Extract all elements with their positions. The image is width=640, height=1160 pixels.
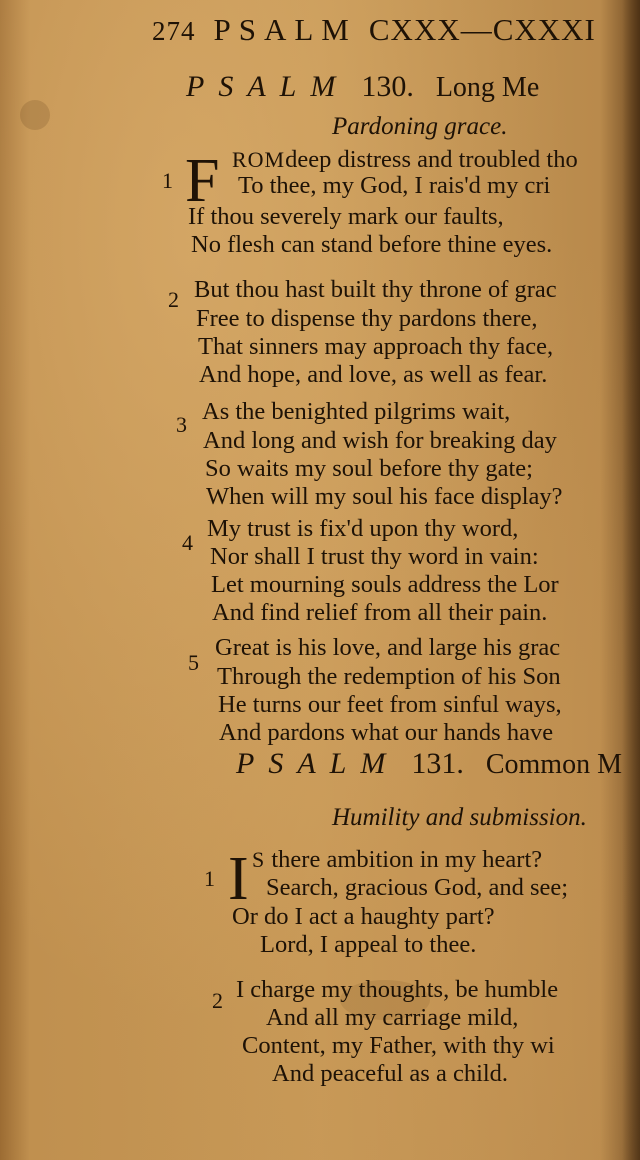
running-head-title: PSALM [213,12,357,47]
psalm-131-subtitle: Humility and submission. [332,804,587,831]
verse-line: And all my carriage mild, [266,1004,519,1031]
verse-line: Free to dispense thy pardons there, [196,305,538,332]
page-number: 274 [152,16,196,46]
verse-line: I charge my thoughts, be humble [236,976,559,1003]
verse-line: My trust is fix'd upon thy word, [207,515,519,542]
psalm-number: 130. [361,70,414,103]
verse-line: And pardons what our hands have [219,719,554,746]
small-caps-text: S [252,847,266,872]
verse-number: 2 [212,988,223,1013]
verse-line: Nor shall I trust thy word in vain: [210,543,539,570]
verse-number: 1 [204,866,215,891]
verse-number: 4 [182,530,193,555]
drop-cap: I [228,845,249,913]
running-head [152,12,596,48]
verse-line: Let mourning souls address the Lor [211,571,559,598]
verse-line: Great is his love, and large his grac [215,634,561,661]
verse-line: He turns our feet from sinful ways, [218,691,562,718]
verse-line: But thou hast built thy throne of grac [194,276,557,303]
verse-line: Lord, I appeal to thee. [260,931,477,958]
psalm-130-subtitle: Pardoning grace. [332,113,508,140]
verse-line [252,846,542,874]
psalm-131-heading [236,747,622,781]
paper-stain [20,100,50,130]
verse-number: 2 [168,287,179,312]
drop-cap: F [185,147,220,215]
verse-line: When will my soul his face display? [206,483,563,510]
verse-line: Through the redemption of his Son [217,663,561,690]
verse-line: Search, gracious God, and see; [266,874,569,901]
psalm-meter: Common M [485,749,622,780]
psalm-label: PSALM [236,747,400,780]
verse-line: So waits my soul before thy gate; [205,455,533,482]
verse-number: 5 [188,650,199,675]
verse-line [232,146,578,174]
verse-line: If thou severely mark our faults, [188,203,504,230]
verse-line: Or do I act a haughty part? [232,903,495,930]
verse-line-text: deep distress and troubled tho [285,146,578,173]
verse-line: No flesh can stand before thine eyes. [191,231,553,258]
verse-number: 1 [162,168,173,193]
psalm-label: PSALM [186,70,350,103]
verse-line: And hope, and love, as well as fear. [199,361,548,388]
verse-line: Content, my Father, with thy wi [242,1032,555,1059]
running-head-range: CXXX—CXXXI [368,12,596,47]
verse-line: As the benighted pilgrims wait, [202,398,511,425]
verse-line: To thee, my God, I rais'd my cri [238,172,551,199]
psalm-130-heading [186,70,539,104]
page-gutter-shadow [622,0,640,1160]
verse-line: And long and wish for breaking day [203,427,557,454]
verse-line-text: there ambition in my heart? [265,846,543,873]
verse-number: 3 [176,412,187,437]
verse-line: And find relief from all their pain. [212,599,548,626]
verse-line: That sinners may approach thy face, [198,333,554,360]
verse-line: And peaceful as a child. [272,1060,509,1087]
psalm-meter: Long Me [435,72,540,103]
psalm-number: 131. [411,747,464,780]
small-caps-text: ROM [232,147,286,172]
